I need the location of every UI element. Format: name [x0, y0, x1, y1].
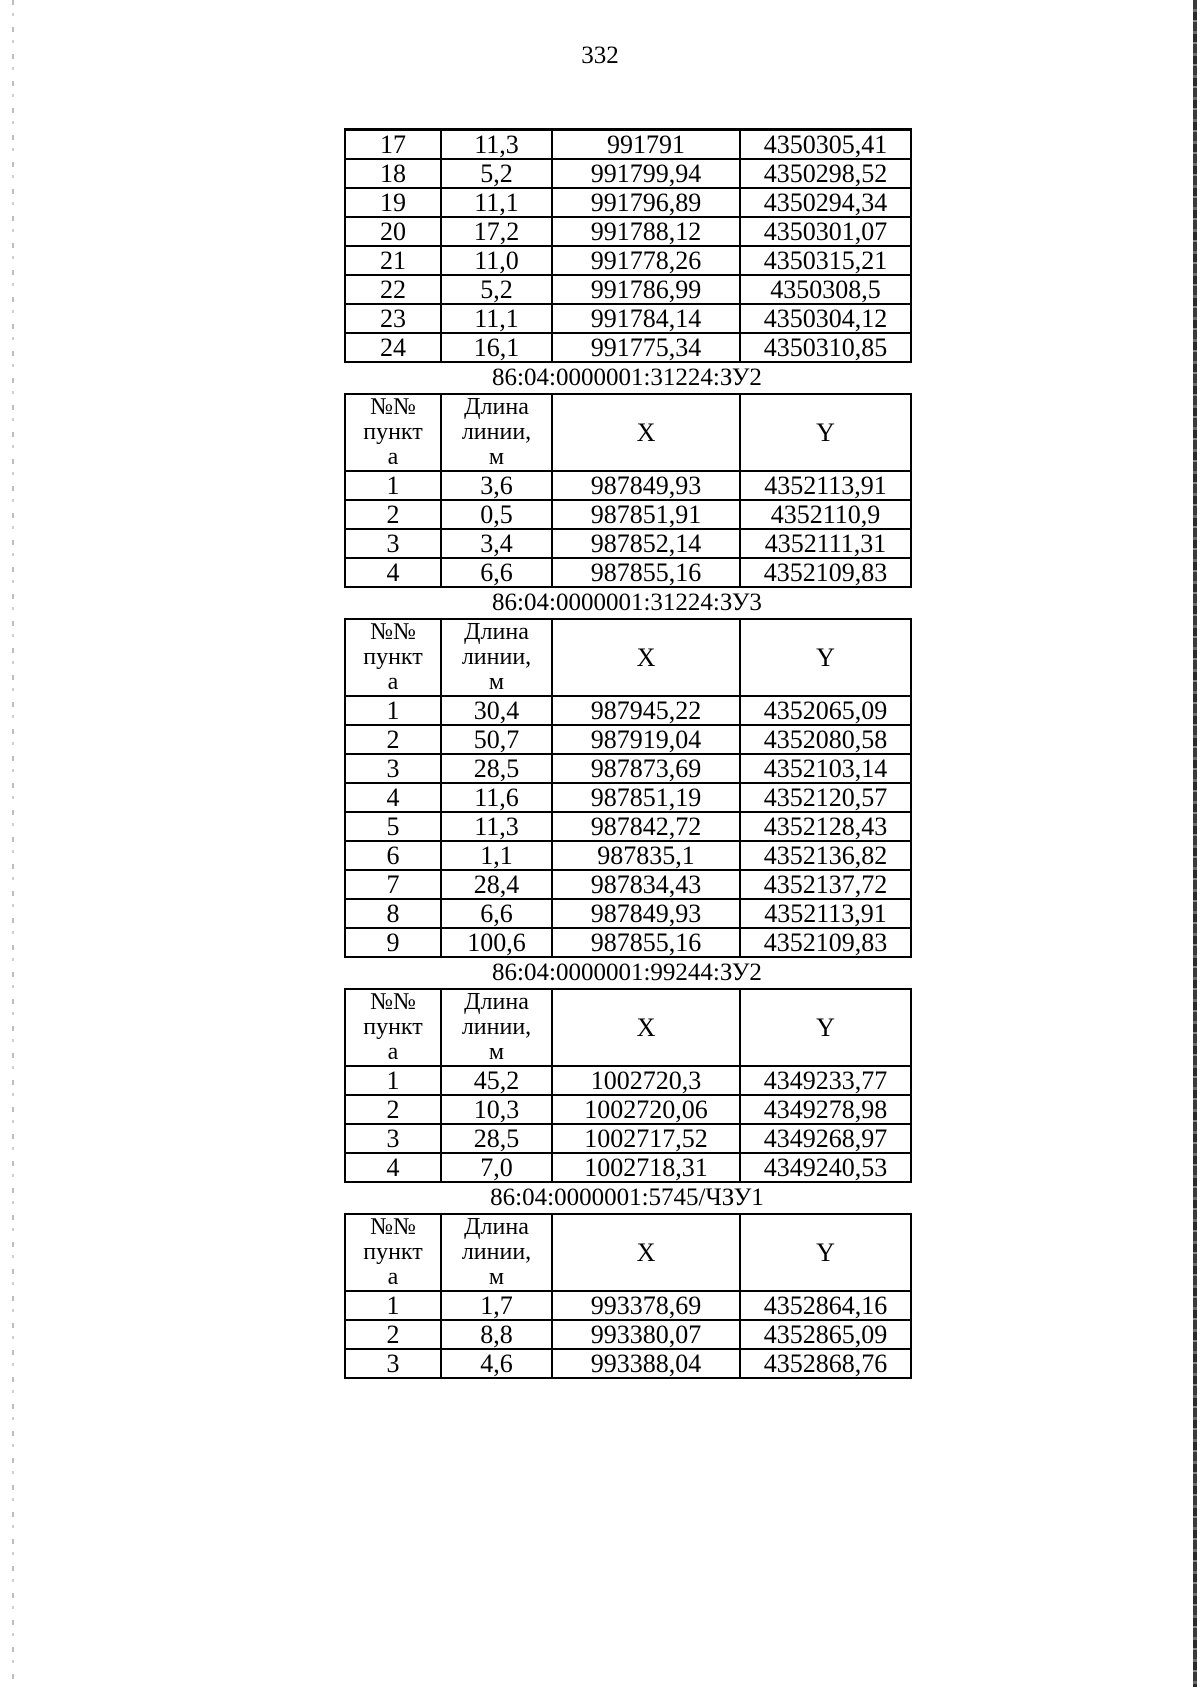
point-number-cell: 2	[345, 725, 441, 754]
x-coordinate-cell: 987852,14	[552, 529, 740, 558]
line-length-cell: 3,6	[441, 471, 552, 500]
point-number-cell: 1	[345, 1291, 441, 1320]
table-row	[345, 812, 911, 841]
line-length-header-line: м	[488, 1039, 505, 1065]
line-length-cell: 0,5	[441, 500, 552, 529]
point-number-cell: 3	[345, 1124, 441, 1153]
line-length-cell: 1,1	[441, 841, 552, 870]
x-coordinate-cell: 987849,93	[552, 471, 740, 500]
x-coordinate-cell: 987945,22	[552, 696, 740, 725]
line-length-header-line: м	[488, 669, 505, 695]
x-coordinate-cell: 1002720,3	[552, 1066, 740, 1095]
point-number-cell: 5	[345, 812, 441, 841]
y-coordinate-cell: 4352113,91	[740, 899, 911, 928]
y-coordinate-cell: 4350310,85	[740, 333, 911, 362]
coordinate-table-continued	[344, 128, 912, 363]
line-length-cell: 50,7	[441, 725, 552, 754]
point-number-header-line: пункт	[363, 1239, 423, 1265]
line-length-cell: 16,1	[441, 333, 552, 362]
cadastral-number-title: 86:04:0000001:99244:ЗУ2	[492, 959, 762, 986]
x-coordinate-cell: 987919,04	[552, 725, 740, 754]
cadastral-number-title: 86:04:0000001:31224:ЗУ2	[492, 364, 762, 391]
y-coordinate-cell: 4352065,09	[740, 696, 911, 725]
point-number-cell: 2	[345, 1095, 441, 1124]
x-coordinate-cell: 1002720,06	[552, 1095, 740, 1124]
x-header: X	[552, 1214, 740, 1291]
line-length-cell: 6,6	[441, 558, 552, 587]
x-coordinate-cell: 991799,94	[552, 159, 740, 188]
table-row	[345, 500, 911, 529]
line-length-header-line: м	[488, 1264, 505, 1290]
point-number-cell: 9	[345, 928, 441, 957]
point-number-cell: 7	[345, 870, 441, 899]
coordinate-table	[344, 1213, 912, 1379]
point-number-cell: 4	[345, 1153, 441, 1182]
point-number-cell: 23	[345, 304, 441, 333]
y-coordinate-cell: 4350308,5	[740, 275, 911, 304]
x-coordinate-cell: 991796,89	[552, 188, 740, 217]
y-header: Y	[740, 989, 911, 1066]
point-number-cell: 1	[345, 1066, 441, 1095]
y-coordinate-cell: 4349268,97	[740, 1124, 911, 1153]
coordinate-tables	[344, 128, 910, 1379]
table-row	[345, 754, 911, 783]
table-row	[345, 899, 911, 928]
table-header	[345, 394, 911, 471]
y-coordinate-cell: 4352109,83	[740, 928, 911, 957]
point-number-cell: 8	[345, 899, 441, 928]
line-length-cell: 3,4	[441, 529, 552, 558]
table-row	[345, 1349, 911, 1378]
header-row	[345, 989, 911, 1066]
x-header: X	[552, 989, 740, 1066]
cadastral-number-title: 86:04:0000001:31224:ЗУ3	[492, 589, 762, 616]
y-coordinate-cell: 4352865,09	[740, 1320, 911, 1349]
x-coordinate-cell: 991778,26	[552, 246, 740, 275]
line-length-cell: 100,6	[441, 928, 552, 957]
point-number-header-line: пункт	[363, 1014, 423, 1040]
x-coordinate-cell: 987851,19	[552, 783, 740, 812]
line-length-cell: 28,5	[441, 754, 552, 783]
line-length-cell: 7,0	[441, 1153, 552, 1182]
y-coordinate-cell: 4352864,16	[740, 1291, 911, 1320]
x-coordinate-cell: 987849,93	[552, 899, 740, 928]
x-coordinate-cell: 991791	[552, 130, 740, 160]
line-length-cell: 6,6	[441, 899, 552, 928]
point-number-header-line: а	[387, 669, 399, 695]
line-length-cell: 1,7	[441, 1291, 552, 1320]
table-header	[345, 1214, 911, 1291]
point-number-header	[345, 394, 441, 471]
table-row	[345, 130, 911, 160]
y-coordinate-cell: 4350315,21	[740, 246, 911, 275]
y-coordinate-cell: 4350294,34	[740, 188, 911, 217]
cadastral-number-title: 86:04:0000001:5745/ЧЗУ1	[490, 1184, 764, 1211]
y-header: Y	[740, 394, 911, 471]
y-coordinate-cell: 4352137,72	[740, 870, 911, 899]
table-row	[345, 1124, 911, 1153]
header-row	[345, 1214, 911, 1291]
x-coordinate-cell: 987855,16	[552, 558, 740, 587]
line-length-cell: 8,8	[441, 1320, 552, 1349]
table-header	[345, 619, 911, 696]
x-coordinate-cell: 991775,34	[552, 333, 740, 362]
line-length-cell: 5,2	[441, 159, 552, 188]
x-header: X	[552, 619, 740, 696]
y-coordinate-cell: 4349233,77	[740, 1066, 911, 1095]
y-coordinate-cell: 4352080,58	[740, 725, 911, 754]
x-coordinate-cell: 987842,72	[552, 812, 740, 841]
table-row	[345, 1320, 911, 1349]
y-header: Y	[740, 619, 911, 696]
line-length-header-line: Длина	[464, 394, 529, 420]
line-length-cell: 11,1	[441, 304, 552, 333]
table-body	[345, 1291, 911, 1378]
point-number-header-line: а	[387, 444, 399, 470]
table-row	[345, 333, 911, 362]
line-length-cell: 4,6	[441, 1349, 552, 1378]
table-row	[345, 275, 911, 304]
x-coordinate-cell: 1002718,31	[552, 1153, 740, 1182]
line-length-header-line: Длина	[464, 989, 529, 1015]
x-coordinate-cell: 991788,12	[552, 217, 740, 246]
table-row	[345, 217, 911, 246]
table-row	[345, 529, 911, 558]
coordinate-table	[344, 393, 912, 588]
x-coordinate-cell: 993388,04	[552, 1349, 740, 1378]
x-header: X	[552, 394, 740, 471]
point-number-cell: 4	[345, 783, 441, 812]
x-coordinate-cell: 993380,07	[552, 1320, 740, 1349]
line-length-header	[441, 1214, 552, 1291]
y-coordinate-cell: 4349278,98	[740, 1095, 911, 1124]
point-number-header-line: пункт	[363, 644, 423, 670]
point-number-header-line: №№	[370, 394, 416, 420]
point-number-header-line: а	[387, 1039, 399, 1065]
x-coordinate-cell: 993378,69	[552, 1291, 740, 1320]
point-number-cell: 2	[345, 500, 441, 529]
line-length-header-line: линии,	[461, 1014, 532, 1040]
y-coordinate-cell: 4352109,83	[740, 558, 911, 587]
line-length-header	[441, 394, 552, 471]
y-coordinate-cell: 4350298,52	[740, 159, 911, 188]
table-row	[345, 725, 911, 754]
y-coordinate-cell: 4352128,43	[740, 812, 911, 841]
coordinate-table	[344, 988, 912, 1183]
table-header	[345, 989, 911, 1066]
point-number-header-line: №№	[370, 989, 416, 1015]
table-row	[345, 159, 911, 188]
point-number-cell: 17	[345, 130, 441, 160]
y-coordinate-cell: 4352868,76	[740, 1349, 911, 1378]
point-number-cell: 3	[345, 1349, 441, 1378]
x-coordinate-cell: 987873,69	[552, 754, 740, 783]
point-number-cell: 18	[345, 159, 441, 188]
table-row	[345, 1291, 911, 1320]
x-coordinate-cell: 1002717,52	[552, 1124, 740, 1153]
line-length-cell: 5,2	[441, 275, 552, 304]
line-length-cell: 28,5	[441, 1124, 552, 1153]
x-coordinate-cell: 991784,14	[552, 304, 740, 333]
table-row	[345, 188, 911, 217]
line-length-cell: 11,0	[441, 246, 552, 275]
point-number-header	[345, 619, 441, 696]
header-row	[345, 394, 911, 471]
line-length-header-line: Длина	[464, 619, 529, 645]
table-body	[345, 1066, 911, 1182]
table-body	[345, 130, 911, 363]
table-row	[345, 928, 911, 957]
line-length-header-line: м	[488, 444, 505, 470]
line-length-header	[441, 989, 552, 1066]
line-length-header	[441, 619, 552, 696]
point-number-cell: 2	[345, 1320, 441, 1349]
y-coordinate-cell: 4350301,07	[740, 217, 911, 246]
y-coordinate-cell: 4350305,41	[740, 130, 911, 160]
table-row	[345, 246, 911, 275]
point-number-cell: 6	[345, 841, 441, 870]
line-length-cell: 28,4	[441, 870, 552, 899]
table-row	[345, 696, 911, 725]
point-number-cell: 3	[345, 529, 441, 558]
y-coordinate-cell: 4352136,82	[740, 841, 911, 870]
point-number-cell: 20	[345, 217, 441, 246]
line-length-header-line: линии,	[461, 419, 532, 445]
y-coordinate-cell: 4352103,14	[740, 754, 911, 783]
point-number-cell: 21	[345, 246, 441, 275]
point-number-cell: 1	[345, 696, 441, 725]
coordinate-table	[344, 618, 912, 958]
point-number-cell: 4	[345, 558, 441, 587]
y-coordinate-cell: 4350304,12	[740, 304, 911, 333]
point-number-cell: 24	[345, 333, 441, 362]
table-row	[345, 783, 911, 812]
table-body	[345, 696, 911, 957]
line-length-cell: 11,6	[441, 783, 552, 812]
point-number-cell: 3	[345, 754, 441, 783]
line-length-cell: 11,3	[441, 812, 552, 841]
x-coordinate-cell: 987851,91	[552, 500, 740, 529]
y-coordinate-cell: 4349240,53	[740, 1153, 911, 1182]
y-coordinate-cell: 4352111,31	[740, 529, 911, 558]
header-row	[345, 619, 911, 696]
line-length-cell: 17,2	[441, 217, 552, 246]
point-number-header-line: пункт	[363, 419, 423, 445]
table-row	[345, 471, 911, 500]
scan-edge-left	[12, 0, 14, 1687]
x-coordinate-cell: 987835,1	[552, 841, 740, 870]
scan-edge-right	[1193, 0, 1197, 1687]
x-coordinate-cell: 987834,43	[552, 870, 740, 899]
table-row	[345, 1066, 911, 1095]
line-length-cell: 10,3	[441, 1095, 552, 1124]
line-length-cell: 30,4	[441, 696, 552, 725]
y-header: Y	[740, 1214, 911, 1291]
x-coordinate-cell: 991786,99	[552, 275, 740, 304]
point-number-header	[345, 989, 441, 1066]
table-row	[345, 1153, 911, 1182]
point-number-header-line: №№	[370, 1214, 416, 1240]
point-number-header-line: №№	[370, 619, 416, 645]
table-row	[345, 841, 911, 870]
line-length-cell: 45,2	[441, 1066, 552, 1095]
x-coordinate-cell: 987855,16	[552, 928, 740, 957]
point-number-header-line: а	[387, 1264, 399, 1290]
table-body	[345, 471, 911, 587]
point-number-cell: 1	[345, 471, 441, 500]
point-number-cell: 22	[345, 275, 441, 304]
line-length-header-line: линии,	[461, 1239, 532, 1265]
page-number: 332	[581, 42, 619, 69]
line-length-cell: 11,1	[441, 188, 552, 217]
table-row	[345, 304, 911, 333]
table-row	[345, 1095, 911, 1124]
table-row	[345, 558, 911, 587]
table-row	[345, 870, 911, 899]
line-length-header-line: Длина	[464, 1214, 529, 1240]
line-length-header-line: линии,	[461, 644, 532, 670]
y-coordinate-cell: 4352110,9	[740, 500, 911, 529]
y-coordinate-cell: 4352113,91	[740, 471, 911, 500]
y-coordinate-cell: 4352120,57	[740, 783, 911, 812]
point-number-header	[345, 1214, 441, 1291]
line-length-cell: 11,3	[441, 130, 552, 160]
point-number-cell: 19	[345, 188, 441, 217]
